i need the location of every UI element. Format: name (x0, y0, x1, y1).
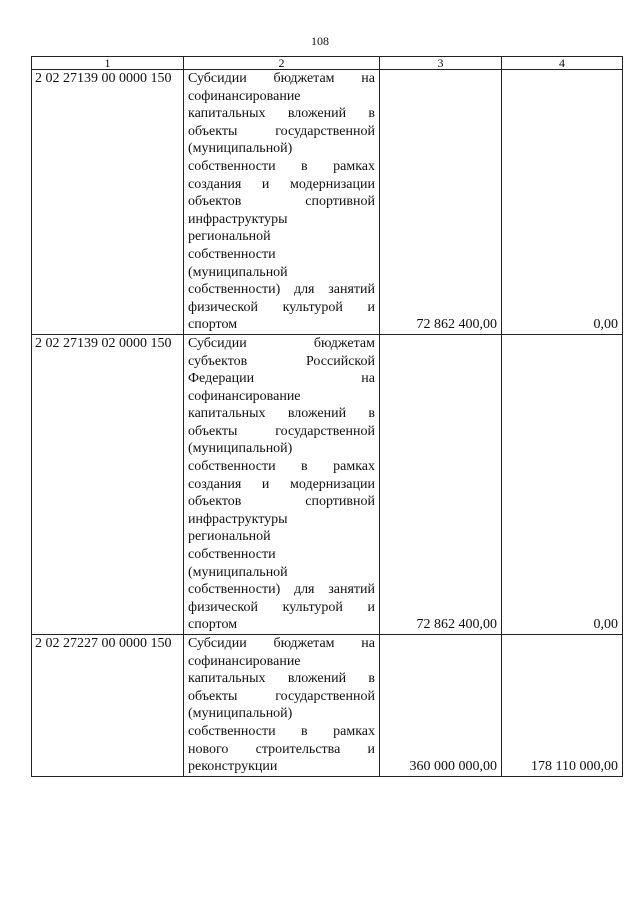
description-line: софинансирование (188, 88, 301, 104)
description-line: (муниципальной) (188, 141, 293, 157)
description-line: собственности (188, 547, 276, 563)
table-row (32, 334, 623, 634)
description-line: региональной (188, 229, 271, 245)
actual-amount-cell: 0,00 (502, 334, 623, 634)
description-line: (муниципальной (188, 564, 288, 580)
description-line: капитальных вложений в (188, 671, 375, 687)
description-line: реконструкции (188, 759, 278, 775)
description-line: объектов спортивной (188, 494, 375, 510)
description-cell (184, 334, 380, 634)
description-line: инфраструктуры (188, 511, 288, 527)
column-header-2: 2 (184, 57, 380, 70)
description-line: Субсидии бюджетам на (188, 71, 375, 86)
budget-code-cell: 2 02 27227 00 0000 150 (32, 635, 184, 777)
description-line: спортом (188, 617, 238, 633)
description-line: (муниципальной (188, 264, 288, 280)
table-header-row (32, 57, 623, 70)
budget-table (31, 56, 623, 777)
description-line: Субсидии бюджетам на (188, 636, 375, 651)
planned-amount-cell: 360 000 000,00 (380, 635, 502, 777)
column-header-4: 4 (502, 57, 623, 70)
description-cell (184, 70, 380, 335)
description-line: (муниципальной) (188, 706, 293, 722)
column-header-1: 1 (32, 57, 184, 70)
page-number: 108 (311, 34, 329, 48)
description-line: региональной (188, 529, 271, 545)
table-row (32, 70, 623, 335)
description-line: собственности в рамках (188, 723, 375, 739)
budget-code-cell: 2 02 27139 00 0000 150 (32, 70, 184, 335)
column-header-3: 3 (380, 57, 502, 70)
description-line: субъектов Российской (188, 353, 375, 369)
planned-amount-cell: 72 862 400,00 (380, 334, 502, 634)
description-line: собственности) для занятий (188, 282, 375, 298)
description-line: объекты государственной (188, 688, 375, 704)
actual-amount-cell: 0,00 (502, 70, 623, 335)
description-line: объекты государственной (188, 123, 375, 139)
description-line: (муниципальной) (188, 441, 293, 457)
description-line: Субсидии бюджетам (188, 335, 375, 351)
description-line: софинансирование (188, 653, 301, 669)
description-line: спортом (188, 317, 238, 333)
budget-code-cell: 2 02 27139 02 0000 150 (32, 334, 184, 634)
description-line: создания и модернизации (188, 176, 375, 192)
description-line: Федерации на (188, 371, 375, 387)
description-line: создания и модернизации (188, 476, 375, 492)
description-line: физической культурой и (188, 299, 375, 315)
description-line: собственности в рамках (188, 459, 375, 475)
description-line: собственности (188, 246, 276, 262)
description-line: физической культурой и (188, 599, 375, 615)
description-line: собственности в рамках (188, 158, 375, 174)
description-line: инфраструктуры (188, 211, 288, 227)
description-line: софинансирование (188, 388, 301, 404)
planned-amount-cell: 72 862 400,00 (380, 70, 502, 335)
description-cell (184, 635, 380, 777)
description-line: нового строительства и (188, 741, 375, 757)
description-line: капитальных вложений в (188, 106, 375, 122)
description-line: капитальных вложений в (188, 406, 375, 422)
description-line: объектов спортивной (188, 194, 375, 210)
actual-amount-cell: 178 110 000,00 (502, 635, 623, 777)
description-line: объекты государственной (188, 423, 375, 439)
description-line: собственности) для занятий (188, 582, 375, 598)
table-row (32, 635, 623, 777)
